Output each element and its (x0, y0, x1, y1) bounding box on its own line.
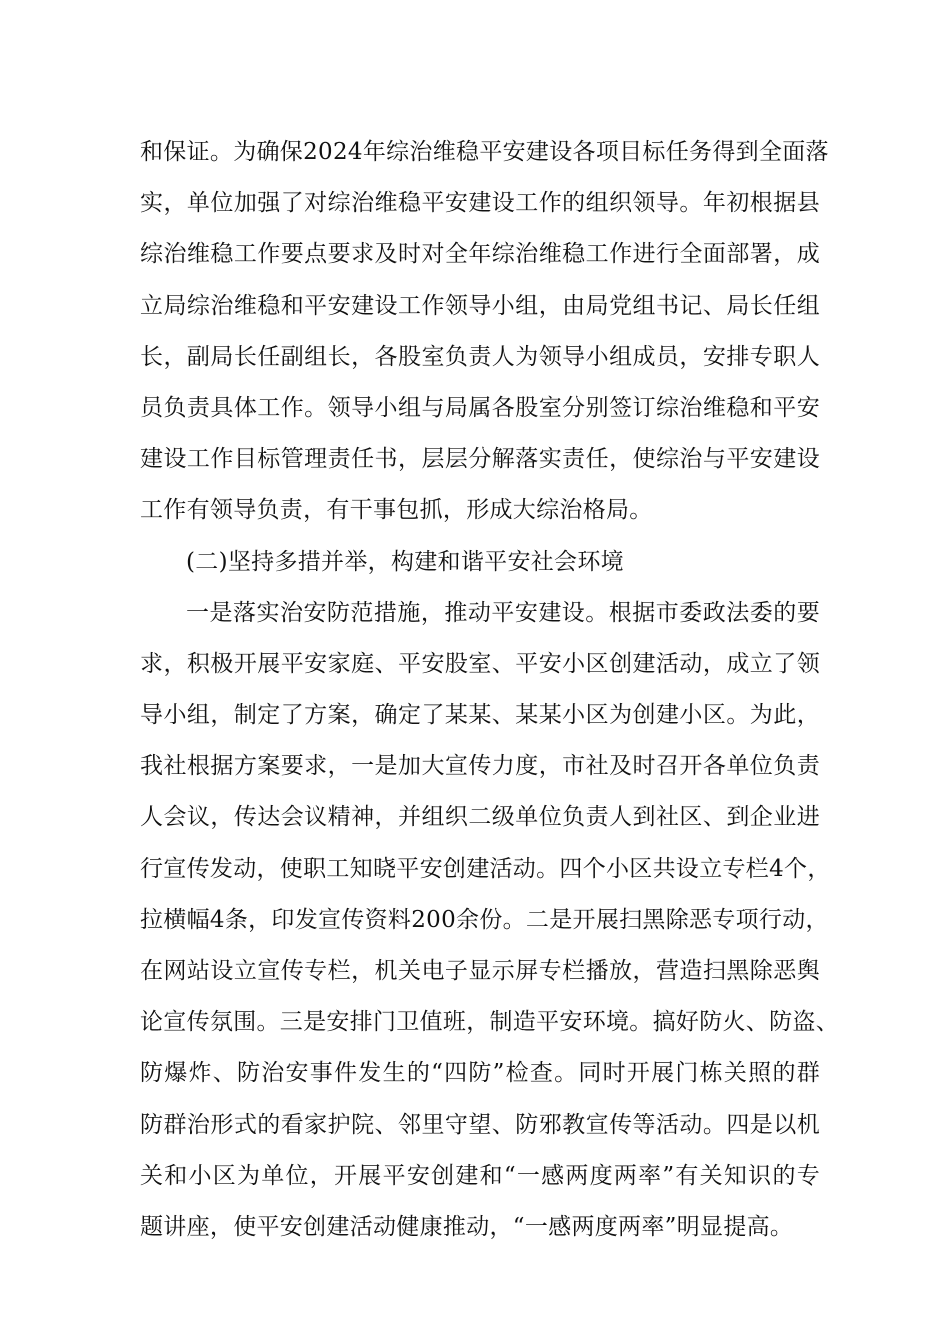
document-body (140, 127, 839, 1253)
text-line: 行宣传发动，使职工知晓平安创建活动。四个小区共设立专栏4个， (140, 855, 831, 882)
section-heading: (二)坚持多措并举，构建和谐平安社会环境 (186, 548, 624, 575)
text-line: 拉横幅4条，印发宣传资料200余份。二是开展扫黑除恶专项行动， (140, 906, 829, 933)
text-line: 一是落实治安防范措施，推动平安建设。根据市委政法委的要 (186, 599, 820, 626)
text-line: 工作有领导负责，有干事包抓，形成大综治格局。 (140, 497, 653, 524)
text-line: 和保证。为确保2024年综治维稳平安建设各项目标任务得到全面落 (140, 139, 829, 165)
text-line: 人会议，传达会议精神，并组织二级单位负责人到社区、到企业进 (140, 804, 820, 831)
text-line: 长，副局长任副组长，各股室负责人为领导小组成员，安排专职人 (140, 343, 820, 370)
text-line: 论宣传氛围。三是安排门卫值班，制造平安环境。搞好防火、防盗、 (140, 1009, 839, 1036)
text-line: 在网站设立宣传专栏，机关电子显示屏专栏播放，营造扫黑除恶舆 (140, 958, 820, 984)
text-line: 关和小区为单位，开展平安创建和“一感两度两率”有关知识的专 (140, 1162, 820, 1189)
text-line: 立局综治维稳和平安建设工作领导小组，由局党组书记、局长任组 (140, 292, 820, 319)
text-line: 防爆炸、防治安事件发生的“四防”检查。同时开展门栋关照的群 (140, 1060, 820, 1087)
text-line: 题讲座，使平安创建活动健康推动，“一感两度两率”明显提高。 (140, 1213, 794, 1240)
text-line: 我社根据方案要求，一是加大宣传力度，市社及时召开各单位负责 (140, 753, 820, 780)
text-line: 实，单位加强了对综治维稳平安建设工作的组织领导。年初根据县 (140, 190, 820, 217)
text-line: 综治维稳工作要点要求及时对全年综治维稳工作进行全面部署，成 (140, 241, 820, 268)
text-line: 员负责具体工作。领导小组与局属各股室分别签订综治维稳和平安 (140, 394, 820, 421)
text-line: 建设工作目标管理责任书，层层分解落实责任，使综治与平安建设 (140, 446, 820, 473)
text-line: 防群治形式的看家护院、邻里守望、防邪教宣传等活动。四是以机 (140, 1111, 820, 1138)
text-line: 求，积极开展平安家庭、平安股室、平安小区创建活动，成立了领 (140, 650, 820, 677)
text-line: 导小组，制定了方案，确定了某某、某某小区为创建小区。为此， (140, 702, 820, 729)
